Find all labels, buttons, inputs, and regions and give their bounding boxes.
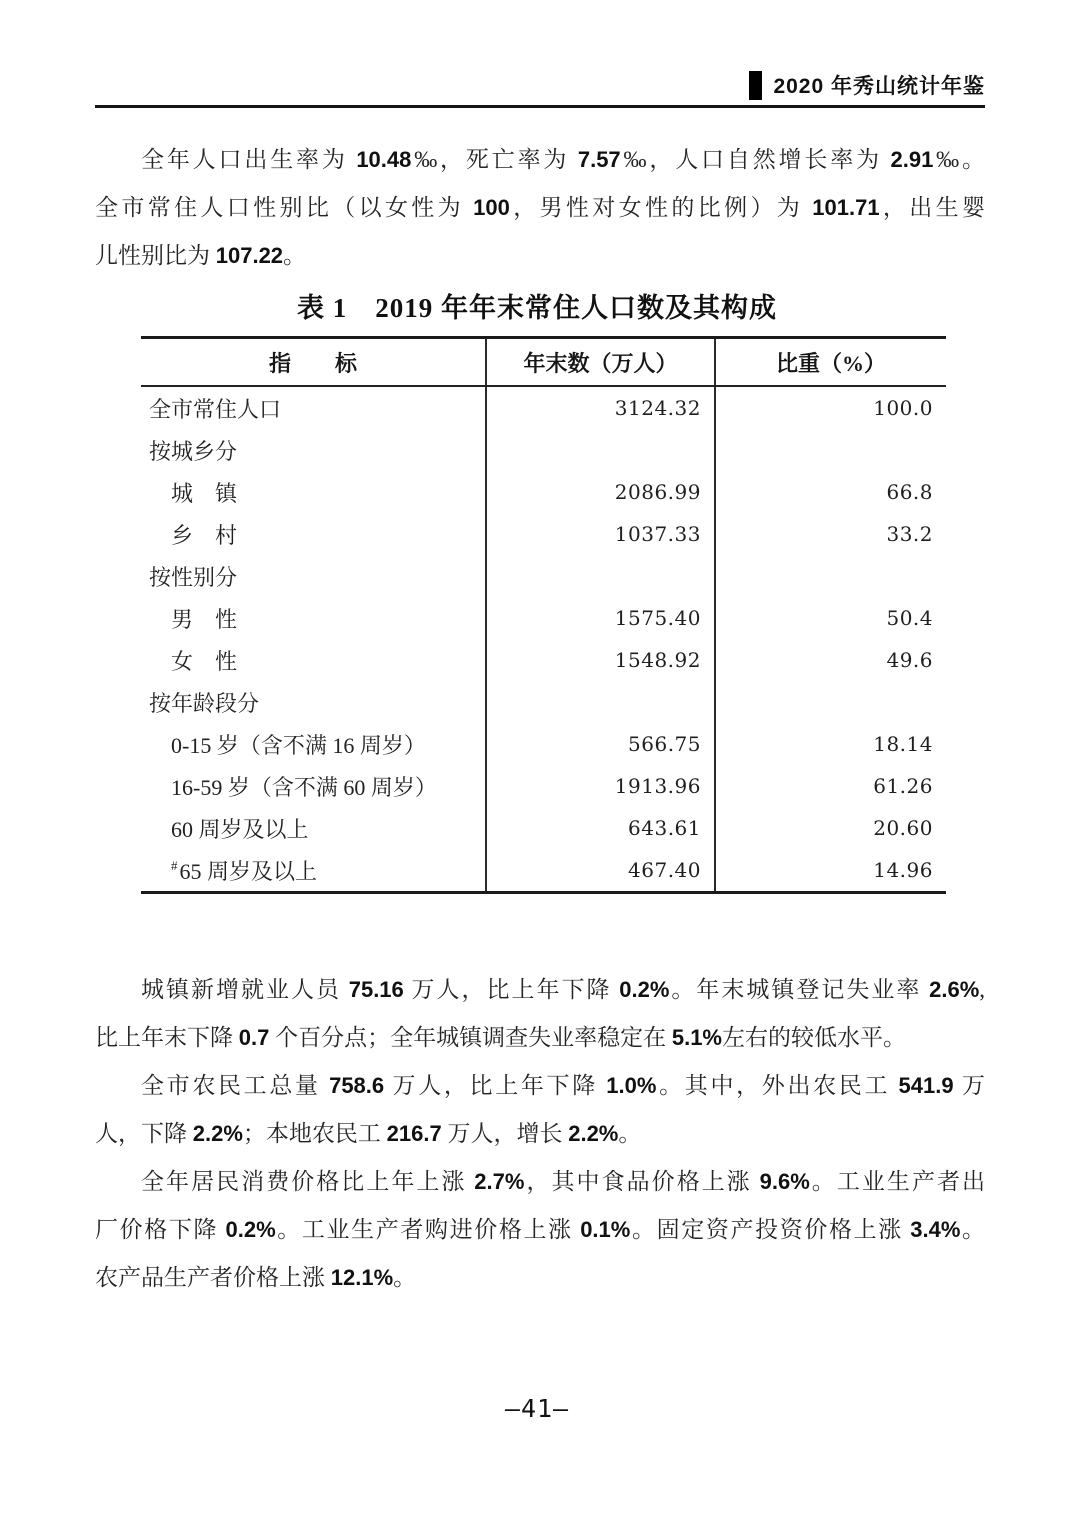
- text-run: 万人，比上年下降: [403, 977, 620, 1002]
- table-body: [141, 387, 946, 891]
- indicator-cell: 乡 村: [141, 513, 487, 555]
- yearend-value-cell: 643.61: [487, 807, 716, 849]
- column-header-indicator: 指 标: [141, 339, 487, 385]
- body-paragraphs: [95, 966, 985, 1302]
- intro-paragraphs: [95, 136, 985, 280]
- header-rule: [95, 105, 985, 108]
- text-run: ，出生婴: [879, 195, 986, 220]
- stat-number: 2.91: [890, 147, 934, 172]
- stat-number: 107.22: [215, 243, 284, 268]
- indicator-cell: 16-59 岁（含不满 60 周岁）: [141, 765, 487, 807]
- text-run: ‰，人口自然增长率为: [620, 147, 891, 172]
- table-row: [141, 765, 946, 807]
- yearend-value-cell: 1037.33: [487, 513, 716, 555]
- stat-number: 758.6: [329, 1073, 385, 1098]
- stat-number: 3.4%: [910, 1217, 961, 1242]
- indicator-cell: 城 镇: [141, 471, 487, 513]
- yearend-value-cell: 1575.40: [487, 597, 716, 639]
- text-run: 个百分点；全年城镇调查失业率稳定在: [269, 1025, 672, 1050]
- paragraph-line: [95, 1254, 985, 1302]
- paragraph-line: [95, 232, 985, 280]
- text-run: 。: [960, 1217, 986, 1242]
- text-run: 。工业生产者出: [809, 1169, 986, 1194]
- header-title: 2020 年秀山统计年鉴: [773, 75, 985, 98]
- indicator-cell: 0-15 岁（含不满 16 周岁）: [141, 723, 487, 765]
- paragraph-line: [95, 136, 985, 184]
- text-run: 。固定资产投资价格上涨: [630, 1217, 911, 1242]
- share-value-cell: 66.8: [886, 480, 933, 504]
- share-value-cell: 50.4: [886, 606, 933, 630]
- table-row: [141, 807, 946, 849]
- yearend-value-cell: 1548.92: [487, 639, 716, 681]
- indicator-cell: 60 周岁及以上: [141, 807, 487, 849]
- share-value-cell: 33.2: [886, 522, 933, 546]
- indicator-cell: 按年龄段分: [141, 681, 487, 723]
- stat-number: 100: [473, 195, 510, 220]
- indicator-cell: # 65 周岁及以上: [141, 849, 487, 891]
- share-value-cell: [716, 429, 946, 471]
- share-value-cell: [716, 555, 946, 597]
- text-run: 全年人口出生率为: [141, 147, 357, 172]
- text-run: 全市常住人口性别比（以女性为: [95, 195, 474, 220]
- paragraph: [95, 136, 985, 280]
- text-run: 。工业生产者购进价格上涨: [275, 1217, 581, 1242]
- header-bar-icon: [749, 71, 762, 100]
- text-run: 。: [283, 243, 307, 268]
- stat-number: 7.57: [577, 147, 621, 172]
- share-value-cell: 18.14: [873, 732, 933, 756]
- text-run: 厂价格下降: [95, 1217, 226, 1242]
- text-run: 儿性别比为: [95, 243, 216, 268]
- population-table: [141, 336, 946, 894]
- paragraph-line: [95, 1158, 985, 1206]
- indicator-cell: 按城乡分: [141, 429, 487, 471]
- text-run: 人，下降: [95, 1121, 193, 1146]
- stat-number: 216.7: [386, 1121, 442, 1146]
- page-footer: [0, 1394, 1074, 1423]
- paragraph: [95, 1158, 985, 1302]
- stat-number: 75.16: [348, 977, 404, 1002]
- text-run: ‰。: [933, 147, 986, 172]
- stat-number: 5.1%: [671, 1025, 722, 1050]
- paragraph-line: [95, 1014, 985, 1062]
- share-value-cell: 100.0: [873, 396, 933, 420]
- stat-number: 1.0%: [606, 1073, 657, 1098]
- table-row: [141, 555, 946, 597]
- table-row: [141, 639, 946, 681]
- table-row: [141, 597, 946, 639]
- yearend-value-cell: 2086.99: [487, 471, 716, 513]
- stat-number: 0.2%: [225, 1217, 276, 1242]
- table-row: [141, 429, 946, 471]
- text-run: 万人，增长: [441, 1121, 569, 1146]
- paragraph-line: [95, 1110, 985, 1158]
- text-run: 。年末城镇登记失业率: [669, 977, 930, 1002]
- text-run: 左右的较低水平。: [722, 1025, 906, 1050]
- table-row: [141, 471, 946, 513]
- share-value-cell: 20.60: [873, 816, 933, 840]
- text-run: 全年居民消费价格比上年上涨: [141, 1169, 475, 1194]
- stat-number: 0.2%: [619, 977, 670, 1002]
- table-title: 表 1 2019 年年末常住人口数及其构成: [297, 293, 777, 323]
- paragraph-line: [95, 966, 985, 1014]
- table-row: [141, 681, 946, 723]
- text-run: 农产品生产者价格上涨: [95, 1265, 331, 1290]
- text-run: 。: [618, 1121, 642, 1146]
- indicator-cell: 按性别分: [141, 555, 487, 597]
- paragraph-line: [95, 1062, 985, 1110]
- table-row: [141, 513, 946, 555]
- text-run: 。: [393, 1265, 417, 1290]
- indicator-cell: 男 性: [141, 597, 487, 639]
- text-run: ；本地农民工: [242, 1121, 387, 1146]
- table-row: [141, 723, 946, 765]
- text-run: 万人，比上年下降: [384, 1073, 607, 1098]
- yearend-value-cell: [487, 555, 716, 597]
- text-run: 万: [953, 1073, 986, 1098]
- paragraph: [95, 966, 985, 1062]
- text-run: 全市农民工总量: [141, 1073, 330, 1098]
- of-which-marker: #: [171, 858, 178, 873]
- stat-number: 10.48: [356, 147, 412, 172]
- stat-number: 12.1%: [330, 1265, 394, 1290]
- indicator-cell: 全市常住人口: [141, 387, 487, 429]
- stat-number: 2.7%: [474, 1169, 525, 1194]
- text-run: ‰，死亡率为: [411, 147, 578, 172]
- stat-number: 541.9: [898, 1073, 954, 1098]
- page-number: –41–: [504, 1394, 570, 1423]
- column-header-yearend: 年末数（万人）: [487, 339, 716, 385]
- share-value-cell: 61.26: [873, 774, 933, 798]
- text-run: ，其中食品价格上涨: [524, 1169, 760, 1194]
- stat-number: 2.2%: [192, 1121, 243, 1146]
- yearend-value-cell: 1913.96: [487, 765, 716, 807]
- yearend-value-cell: 3124.32: [487, 387, 716, 429]
- stat-number: 0.7: [238, 1025, 270, 1050]
- paragraph-line: [95, 1206, 985, 1254]
- yearend-value-cell: [487, 429, 716, 471]
- share-value-cell: 49.6: [886, 648, 933, 672]
- stat-number: 0.1%: [580, 1217, 631, 1242]
- column-header-share: 比重（%）: [775, 350, 886, 376]
- table-row: [141, 849, 946, 891]
- page-header: [749, 70, 985, 100]
- share-value-cell: 14.96: [873, 858, 933, 882]
- table-row: [141, 387, 946, 429]
- stat-number: 2.6%: [929, 977, 980, 1002]
- indicator-cell: 女 性: [141, 639, 487, 681]
- table-header-row: [141, 339, 946, 387]
- yearend-value-cell: 566.75: [487, 723, 716, 765]
- stat-number: 101.71: [812, 195, 880, 220]
- text-run: 。其中，外出农民工: [656, 1073, 899, 1098]
- text-run: 城镇新增就业人员: [141, 977, 349, 1002]
- paragraph-line: [95, 184, 985, 232]
- yearend-value-cell: 467.40: [487, 849, 716, 891]
- text-run: ，男性对女性的比例）为: [509, 195, 813, 220]
- share-value-cell: [716, 681, 946, 723]
- text-run: ,: [979, 977, 986, 1002]
- stat-number: 2.2%: [568, 1121, 619, 1146]
- yearend-value-cell: [487, 681, 716, 723]
- stat-number: 9.6%: [759, 1169, 810, 1194]
- text-run: 比上年末下降: [95, 1025, 239, 1050]
- paragraph: [95, 1062, 985, 1158]
